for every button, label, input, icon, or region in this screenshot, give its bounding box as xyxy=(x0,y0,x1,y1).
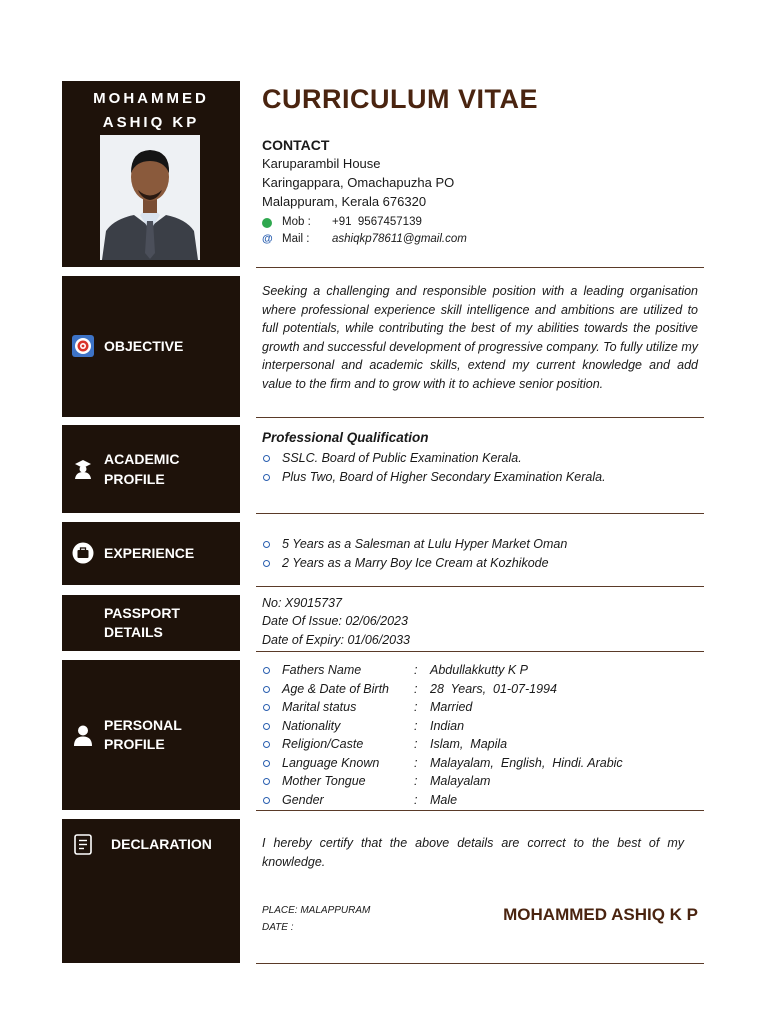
name-line-1: MOHAMMED xyxy=(93,90,209,107)
declaration-text: I hereby certify that the above details are correct to the best of my knowledge. xyxy=(262,836,684,869)
experience-label: EXPERIENCE xyxy=(104,545,195,561)
mail-value[interactable]: ashiqkp78611@gmail.com xyxy=(332,233,467,245)
objective-label: OBJECTIVE xyxy=(104,338,184,354)
list-item: Language Known : Malayalam, English, Hindi. Arabic xyxy=(262,754,702,773)
qualification-list xyxy=(262,449,702,486)
academic-panel xyxy=(62,425,240,513)
list-item: Religion/Caste : Islam, Mapila xyxy=(262,735,702,754)
passport-expiry-date: Date of Expiry: 01/06/2033 xyxy=(262,633,411,647)
mob-label: Mob : xyxy=(282,216,311,228)
signature-name: MOHAMMED ASHIQ K P xyxy=(503,905,698,924)
document-icon xyxy=(71,832,95,856)
divider xyxy=(256,963,704,964)
passport-number: No: X9015737 xyxy=(262,596,342,610)
academic-label-1: ACADEMIC xyxy=(104,451,180,467)
address-line-3: Malappuram, Kerala 676320 xyxy=(262,194,427,209)
place-text: PLACE: MALAPPURAM xyxy=(262,905,371,916)
page-title: CURRICULUM VITAE xyxy=(262,84,538,114)
experience-list xyxy=(262,535,702,572)
date-text: DATE : xyxy=(262,922,294,933)
list-item: 5 Years as a Salesman at Lulu Hyper Market Oman xyxy=(262,535,702,554)
passport-label-2: DETAILS xyxy=(104,624,163,640)
profile-photo xyxy=(100,135,200,260)
passport-issue-date: Date Of Issue: 02/06/2023 xyxy=(262,614,408,628)
mail-label: Mail : xyxy=(282,233,310,245)
divider xyxy=(256,651,704,652)
qualification-heading: Professional Qualification xyxy=(262,430,429,445)
list-item: Gender : Male xyxy=(262,791,702,810)
list-item: Marital status : Married xyxy=(262,698,702,717)
name-line-2: ASHIQ KP xyxy=(102,114,200,131)
personal-panel xyxy=(62,660,240,810)
declaration-panel xyxy=(62,819,240,963)
list-item: Fathers Name : Abdullakkutty K P xyxy=(262,661,702,680)
whatsapp-icon xyxy=(262,218,272,228)
personal-label-1: PERSONAL xyxy=(104,717,182,733)
list-item: Mother Tongue : Malayalam xyxy=(262,772,702,791)
mob-value: +91 9567457139 xyxy=(332,216,422,228)
personal-label-2: PROFILE xyxy=(104,736,165,752)
name-panel xyxy=(62,81,240,267)
divider xyxy=(256,810,704,811)
person-icon xyxy=(72,724,94,746)
divider xyxy=(256,513,704,514)
personal-list xyxy=(262,661,702,809)
academic-label-2: PROFILE xyxy=(104,471,165,487)
address-line-1: Karuparambil House xyxy=(262,156,381,171)
person-photo-icon xyxy=(100,135,200,260)
objective-panel xyxy=(62,276,240,417)
target-icon xyxy=(72,335,94,357)
list-item: 2 Years as a Marry Boy Ice Cream at Kozhikode xyxy=(262,554,702,573)
divider xyxy=(256,267,704,268)
list-item: Nationality : Indian xyxy=(262,717,702,736)
at-icon: @ xyxy=(262,233,273,245)
divider xyxy=(256,417,704,418)
graduate-icon xyxy=(72,458,94,480)
list-item: SSLC. Board of Public Examination Kerala. xyxy=(262,449,702,468)
passport-panel xyxy=(62,595,240,651)
contact-heading: CONTACT xyxy=(262,137,330,153)
objective-text: Seeking a challenging and responsible position with a leading organisation where professional experience skill intelligence and ambitions are utilized to full potentials, while contributing the best of my abilities towards the positive growth and successful development of progressive company. To fully utilize my interpersonal and academic skills, extend my current knowledge and add value to the firm and to grow with it to achieve senior position. xyxy=(262,284,698,391)
experience-panel xyxy=(62,522,240,585)
list-item: Age & Date of Birth : 28 Years, 01-07-1994 xyxy=(262,680,702,699)
address-line-2: Karingappara, Omachapuzha PO xyxy=(262,175,455,190)
list-item: Plus Two, Board of Higher Secondary Examination Kerala. xyxy=(262,468,702,487)
passport-label-1: PASSPORT xyxy=(104,605,180,621)
divider xyxy=(256,586,704,587)
briefcase-icon xyxy=(72,542,94,564)
declaration-label: DECLARATION xyxy=(111,836,212,852)
